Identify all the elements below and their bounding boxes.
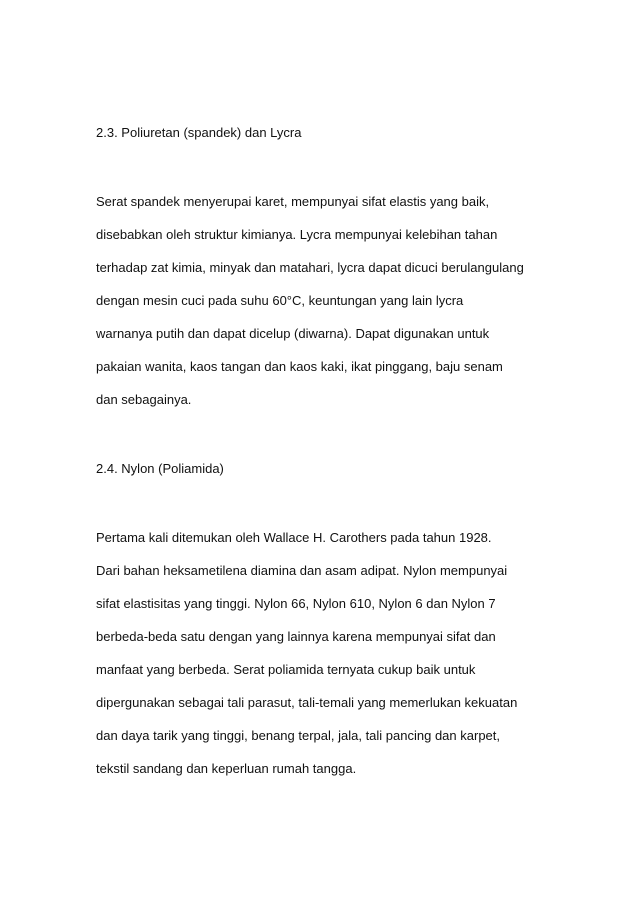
paragraph-line: disebabkan oleh struktur kimianya. Lycra mempunyai kelebihan tahan: [96, 227, 498, 242]
paragraph-line: berbeda-beda satu dengan yang lainnya karena mempunyai sifat dan: [96, 629, 496, 644]
paragraph-line: dan sebagainya.: [96, 392, 192, 407]
paragraph-line: Pertama kali ditemukan oleh Wallace H. Carothers pada tahun 1928.: [96, 530, 492, 545]
paragraph-line: Dari bahan heksametilena diamina dan asam adipat. Nylon mempunyai: [96, 563, 508, 578]
paragraph-line: dan daya tarik yang tinggi, benang terpal, jala, tali pancing dan karpet,: [96, 728, 500, 743]
paragraph-line: sifat elastisitas yang tinggi. Nylon 66, Nylon 610, Nylon 6 dan Nylon 7: [96, 596, 496, 611]
paragraph-line: pakaian wanita, kaos tangan dan kaos kaki, ikat pinggang, baju senam: [96, 359, 503, 374]
paragraph-line: dipergunakan sebagai tali parasut, tali-temali yang memerlukan kekuatan: [96, 695, 518, 710]
paragraph-line: terhadap zat kimia, minyak dan matahari, lycra dapat dicuci berulangulang: [96, 260, 524, 275]
paragraph-line: Serat spandek menyerupai karet, mempunyai sifat elastis yang baik,: [96, 194, 490, 209]
section-heading-2-3: 2.3. Poliuretan (spandek) dan Lycra: [96, 125, 302, 140]
paragraph-line: warnanya putih dan dapat dicelup (diwarna). Dapat digunakan untuk: [96, 326, 490, 341]
paragraph-line: dengan mesin cuci pada suhu 60°C, keuntungan yang lain lycra: [96, 293, 464, 308]
paragraph-line: manfaat yang berbeda. Serat poliamida ternyata cukup baik untuk: [96, 662, 476, 677]
paragraph-line: tekstil sandang dan keperluan rumah tangga.: [96, 761, 357, 776]
section-heading-2-4: 2.4. Nylon (Poliamida): [96, 461, 224, 476]
